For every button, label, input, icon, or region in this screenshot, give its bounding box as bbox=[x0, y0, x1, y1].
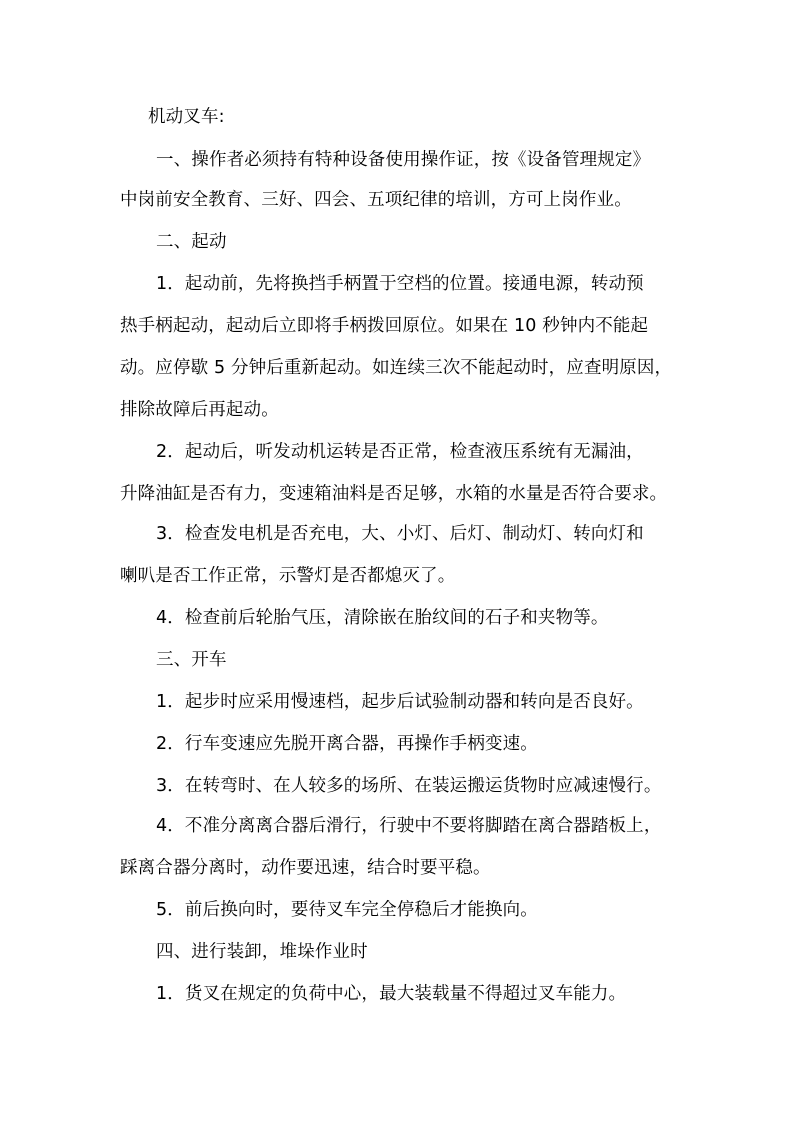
paragraph-line: 热手柄起动，起动后立即将手柄拨回原位。如果在 10 秒钟内不能起 bbox=[120, 316, 649, 336]
paragraph-line: 升降油缸是否有力，变速箱油料是否足够，水箱的水量是否符合要求。 bbox=[120, 484, 668, 504]
paragraph-line: 动。应停歇 5 分钟后重新起动。如连续三次不能起动时，应查明原因， bbox=[120, 358, 673, 378]
paragraph-line: 踩离合器分离时，动作要迅速，结合时要平稳。 bbox=[120, 858, 491, 878]
paragraph-line: 5．前后换向时，要待叉车完全停稳后才能换向。 bbox=[156, 900, 538, 920]
paragraph-line: 1．起步时应采用慢速档，起步后试验制动器和转向是否良好。 bbox=[156, 692, 644, 712]
paragraph-line: 中岗前安全教育、三好、四会、五项纪律的培训，方可上岗作业。 bbox=[120, 190, 632, 210]
section-heading: 二、起动 bbox=[156, 232, 227, 252]
paragraph-line: 4．检查前后轮胎气压，清除嵌在胎纹间的石子和夹物等。 bbox=[156, 608, 609, 628]
paragraph-line: 4．不准分离离合器后滑行，行驶中不要将脚踏在离合器踏板上， bbox=[156, 816, 662, 836]
paragraph-line: 1．货叉在规定的负荷中心，最大装载量不得超过叉车能力。 bbox=[156, 984, 627, 1004]
paragraph-line: 喇叭是否工作正常，示警灯是否都熄灭了。 bbox=[120, 566, 456, 586]
paragraph-line: 2．行车变速应先脱开离合器，再操作手柄变速。 bbox=[156, 734, 538, 754]
paragraph-line: 2．起动后，听发动机运转是否正常，检查液压系统有无漏油， bbox=[156, 442, 644, 462]
section-heading: 三、开车 bbox=[156, 650, 227, 670]
paragraph-line: 1．起动前，先将换挡手柄置于空档的位置。接通电源，转动预 bbox=[156, 274, 644, 294]
paragraph-line: 一、操作者必须持有特种设备使用操作证，按《设备管理规定》 bbox=[156, 150, 651, 170]
document-title: 机动叉车: bbox=[148, 107, 225, 127]
section-heading: 四、进行装卸，堆垛作业时 bbox=[156, 942, 368, 962]
paragraph-line: 3．检查发电机是否充电，大、小灯、后灯、制动灯、转向灯和 bbox=[156, 524, 644, 544]
paragraph-line: 排除故障后再起动。 bbox=[120, 400, 279, 420]
paragraph-line: 3．在转弯时、在人较多的场所、在装运搬运货物时应减速慢行。 bbox=[156, 776, 662, 796]
